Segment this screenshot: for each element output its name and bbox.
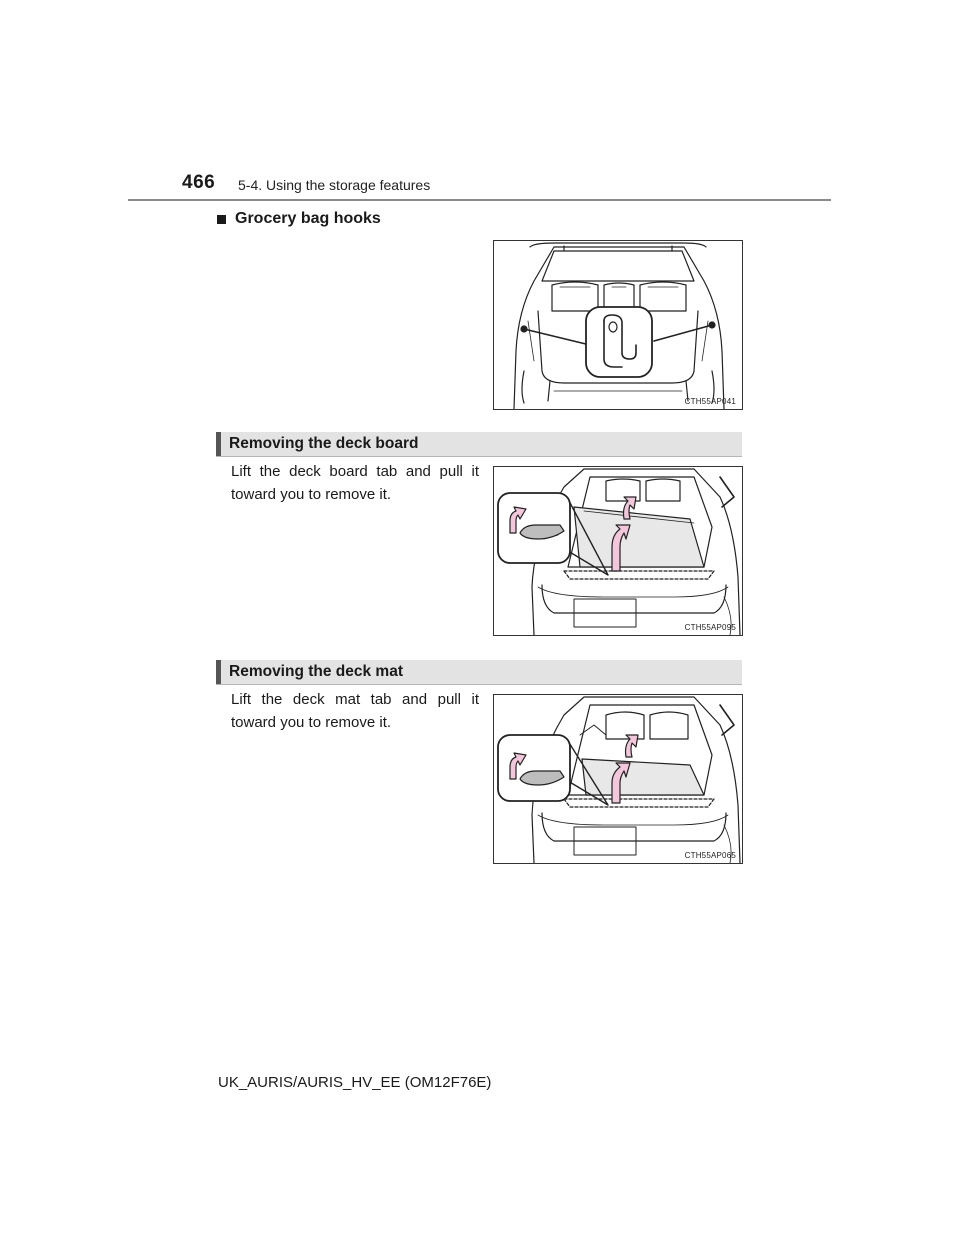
illustration-rear-cargo-hooks <box>494 241 742 409</box>
figure-deck-mat <box>493 694 743 864</box>
instruction-deck-board: Lift the deck board tab and pull it toward you to remove it. <box>231 463 479 503</box>
figure-deck-board <box>493 466 743 636</box>
square-bullet-icon <box>217 215 226 224</box>
subheading-grocery-bag-hooks <box>217 210 381 228</box>
section-title: Removing the deck mat <box>229 663 403 680</box>
instruction-deck-mat: Lift the deck mat tab and pull it toward you to remove it. <box>231 691 479 731</box>
section-title: Removing the deck board <box>229 435 419 452</box>
figure-grocery-bag-hooks <box>493 240 743 410</box>
footer-model-code: UK_AURIS/AURIS_HV_EE (OM12F76E) <box>218 1074 492 1091</box>
figure-code: CTH55AP041 <box>684 397 736 406</box>
bar-accent <box>216 660 221 684</box>
section-bar-deck-board <box>216 432 742 457</box>
subheading-label: Grocery bag hooks <box>235 210 381 227</box>
illustration-deck-board-removal <box>494 467 742 635</box>
figure-code: CTH55AP095 <box>684 623 736 632</box>
chapter-title: 5-4. Using the storage features <box>238 177 431 193</box>
page-number: 466 <box>182 172 216 193</box>
illustration-deck-mat-removal <box>494 695 742 863</box>
header-rule <box>128 199 831 201</box>
bar-accent <box>216 432 221 456</box>
figure-code: CTH55AP065 <box>684 851 736 860</box>
section-bar-deck-mat <box>216 660 742 685</box>
